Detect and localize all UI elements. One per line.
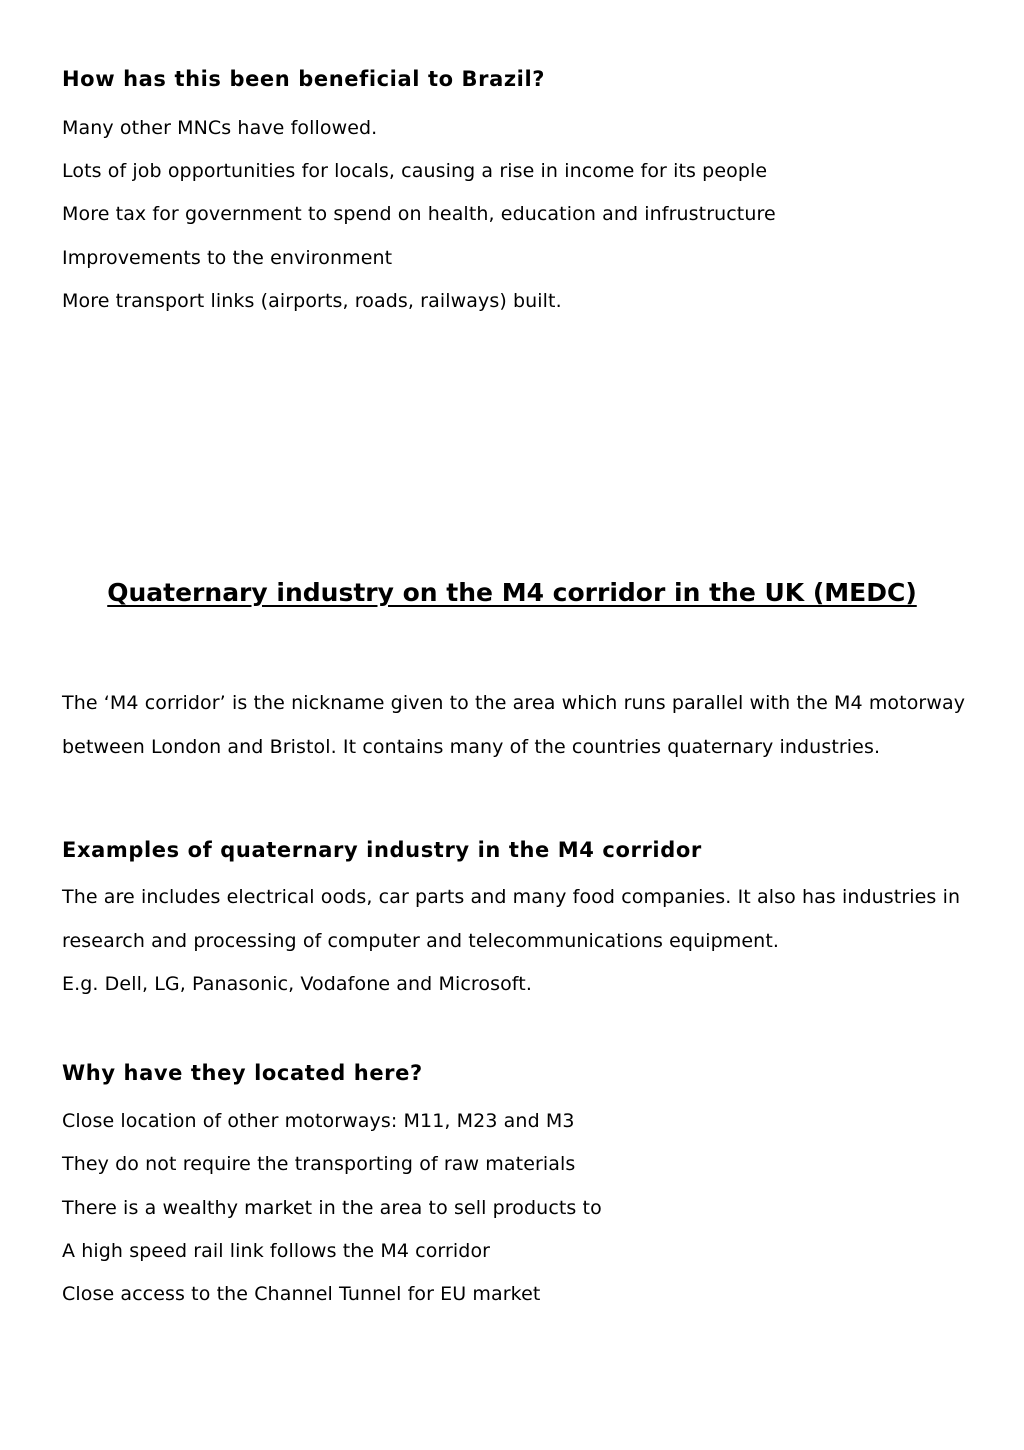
reason-line: There is a wealthy market in the area to sell products to (62, 1197, 602, 1219)
section-heading-brazil-benefits: How has this been beneficial to Brazil? (62, 67, 546, 91)
examples-line: research and processing of computer and telecommunications equipment. (62, 930, 780, 952)
section-heading-location-reasons: Why have they located here? (62, 1061, 423, 1085)
examples-line: E.g. Dell, LG, Panasonic, Vodafone and Microsoft. (62, 973, 532, 995)
benefit-line: Many other MNCs have followed. (62, 117, 378, 139)
reason-line: A high speed rail link follows the M4 corridor (62, 1240, 491, 1262)
reason-line: Close location of other motorways: M11, M23 and M3 (62, 1110, 575, 1132)
intro-line: The ‘M4 corridor’ is the nickname given to the area which runs parallel with the M4 motorway (62, 692, 966, 714)
benefit-line: More transport links (airports, roads, railways) built. (62, 290, 562, 312)
benefit-line: Lots of job opportunities for locals, causing a rise in income for its people (62, 160, 768, 182)
reason-line: They do not require the transporting of raw materials (62, 1153, 576, 1175)
section-heading-examples: Examples of quaternary industry in the M4 corridor (62, 838, 702, 862)
page-title: Quaternary industry on the M4 corridor in the UK (MEDC) (107, 578, 917, 607)
examples-line: The are includes electrical oods, car parts and many food companies. It also has industries in (62, 886, 961, 908)
reason-line: Close access to the Channel Tunnel for EU market (62, 1283, 541, 1305)
intro-line: between London and Bristol. It contains many of the countries quaternary industries. (62, 736, 881, 758)
benefit-line: Improvements to the environment (62, 247, 393, 269)
benefit-line: More tax for government to spend on health, education and infrustructure (62, 203, 776, 225)
